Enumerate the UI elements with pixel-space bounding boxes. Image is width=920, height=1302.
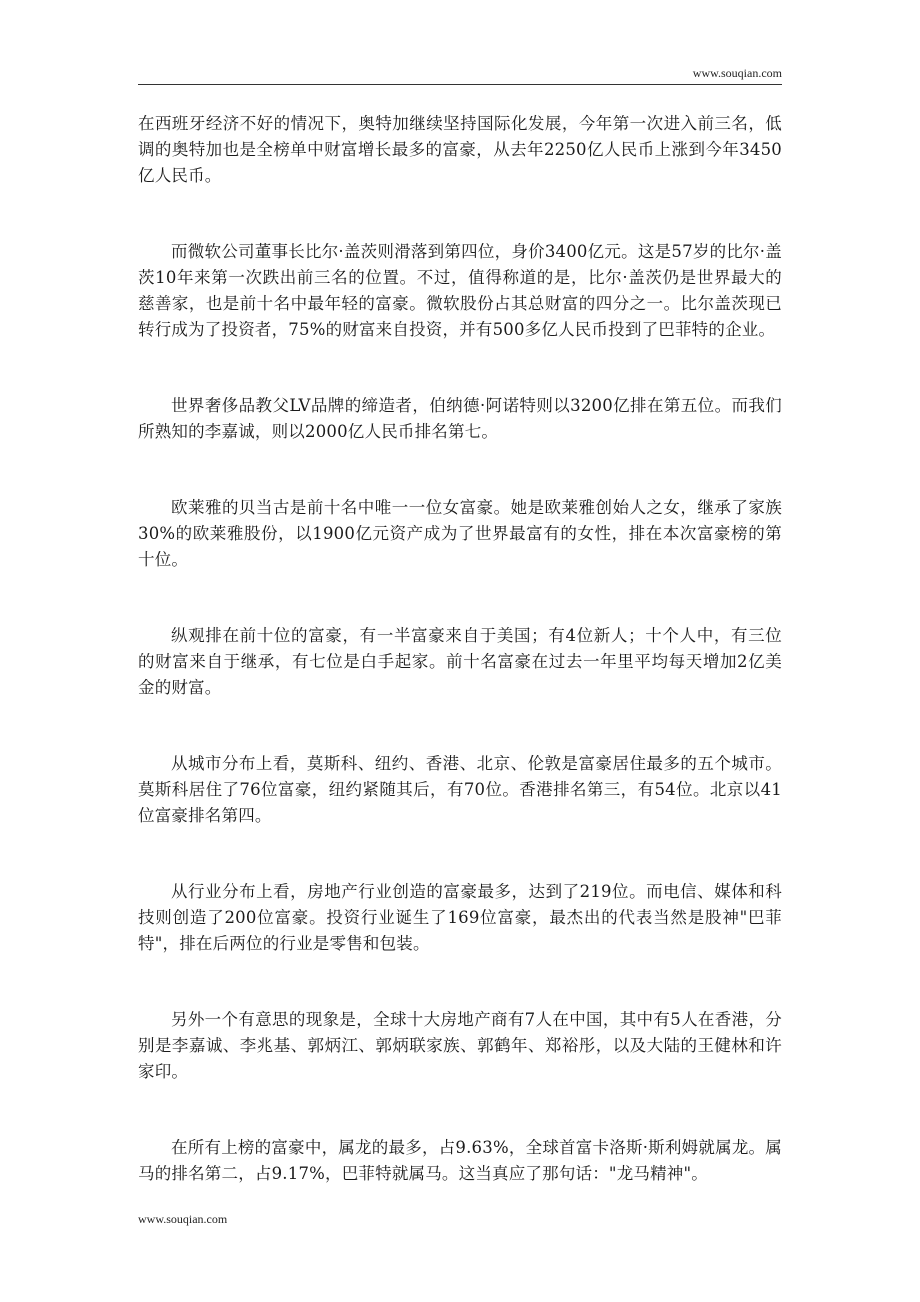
paragraph-8: 另外一个有意思的现象是，全球十大房地产商有7人在中国，其中有5人在香港，分别是李嘉诚、李兆基、郭炳江、郭炳联家族、郭鹤年、郑裕彤，以及大陆的王健林和许家印。 xyxy=(138,1010,782,1081)
paragraph-2: 而微软公司董事长比尔·盖茨则滑落到第四位，身价3400亿元。这是57岁的比尔·盖茨10年来第一次跌出前三名的位置。不过，值得称道的是，比尔·盖茨仍是世界最大的慈善家，也是前十名中最年轻的富豪。微软股份占其总财富的四分之一。比尔盖茨现已转行成为了投资者，75%的财富来自投资，并有500多亿人民币投到了巴菲特的企业。 xyxy=(138,242,782,339)
paragraph-7: 从行业分布上看，房地产行业创造的富豪最多，达到了219位。而电信、媒体和科技则创造了200位富豪。投资行业诞生了169位富豪，最杰出的代表当然是股神"巴菲特"，排在后两位的行业是零售和包装。 xyxy=(138,882,782,953)
article-body xyxy=(138,111,782,1237)
paragraph-5: 纵观排在前十位的富豪，有一半富豪来自于美国；有4位新人；十个人中，有三位的财富来自于继承，有七位是白手起家。前十名富豪在过去一年里平均每天增加2亿美金的财富。 xyxy=(138,626,782,697)
header-url: www.souqian.com xyxy=(692,66,782,80)
footer-url: www.souqian.com xyxy=(138,1212,228,1226)
paragraph-3: 世界奢侈品教父LV品牌的缔造者，伯纳德·阿诺特则以3200亿排在第五位。而我们所熟知的李嘉诚，则以2000亿人民币排名第七。 xyxy=(138,396,782,441)
paragraph-9: 在所有上榜的富豪中，属龙的最多，占9.63%，全球首富卡洛斯·斯利姆就属龙。属马的排名第二，占9.17%，巴菲特就属马。这当真应了那句话："龙马精神"。 xyxy=(138,1138,782,1183)
paragraph-6: 从城市分布上看，莫斯科、纽约、香港、北京、伦敦是富豪居住最多的五个城市。莫斯科居住了76位富豪，纽约紧随其后，有70位。香港排名第三，有54位。北京以41位富豪排名第四。 xyxy=(138,754,782,825)
header-divider xyxy=(138,84,782,85)
paragraph-4: 欧莱雅的贝当古是前十名中唯一一位女富豪。她是欧莱雅创始人之女，继承了家族30%的欧莱雅股份，以1900亿元资产成为了世界最富有的女性，排在本次富豪榜的第十位。 xyxy=(138,498,782,569)
paragraph-1: 在西班牙经济不好的情况下，奥特加继续坚持国际化发展，今年第一次进入前三名，低调的奥特加也是全榜单中财富增长最多的富豪，从去年2250亿人民币上涨到今年3450亿人民币。 xyxy=(138,114,782,185)
